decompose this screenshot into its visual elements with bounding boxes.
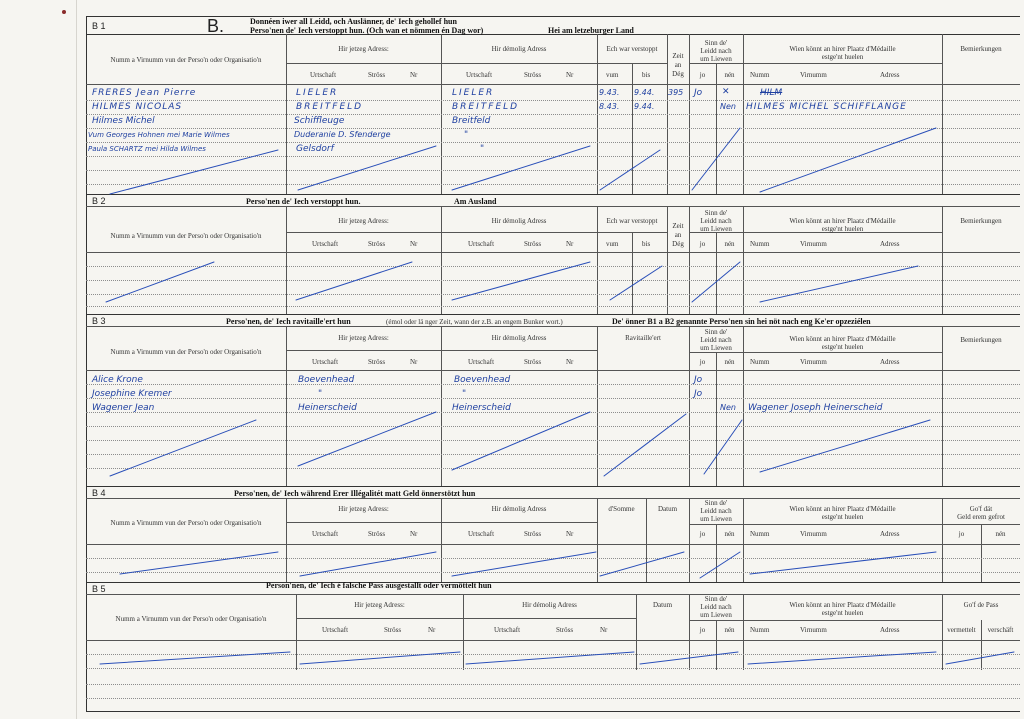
b3-nen-header: nén — [724, 358, 735, 366]
b3-entry-current-1: Boevenhead — [298, 375, 355, 385]
b4-medal-header-1: Wien könnt an hirer Plaatz d'Médaille — [789, 505, 896, 513]
b4-adress-header: Adress — [880, 530, 900, 538]
b1-entry-former-1: LIELER — [452, 88, 495, 98]
b1-nen-header: nén — [724, 71, 735, 79]
b2-stross-header: Ströss — [368, 240, 386, 248]
b3-alive-header-2: Leidd nach — [700, 336, 732, 344]
b2-vum-header: vum — [606, 240, 619, 248]
b5-vermettelt-header: vermettelt — [947, 626, 976, 634]
b5-former-ortschaft-header: Urtschaft — [494, 626, 521, 634]
b2-hidden-header: Ech war verstoppt — [606, 217, 658, 225]
b3-numm-header: Numm — [750, 358, 770, 366]
strike-b1-current — [298, 146, 436, 190]
b3-medal-header-1: Wien könnt an hirer Plaatz d'Médaille — [789, 335, 896, 343]
strike-b4-former — [452, 552, 596, 576]
section-letter: B. — [207, 16, 225, 36]
b1-entry-current-5: Gelsdorf — [296, 144, 334, 154]
b2-former-address-header: Hir démolig Adress — [491, 217, 547, 225]
b3-stross-header: Ströss — [368, 358, 386, 366]
b1-adress-header: Adress — [880, 71, 900, 79]
b1-entry-to-1: 9.44. — [634, 88, 655, 97]
b1-entry-to-2: 9.44. — [634, 102, 655, 111]
b5-former-stross-header: Ströss — [556, 626, 574, 634]
b3-nr-header: Nr — [410, 358, 418, 366]
b3-name-header: Numm a Virnumm vun der Perso'n oder Organisatio'n — [110, 348, 262, 356]
b1-alive-header-2: Leidd nach — [700, 47, 732, 55]
b1-entry-former-5: " — [480, 144, 485, 154]
section-b4-id: B 4 — [92, 488, 106, 498]
b1-name-header: Numm a Virnumm vun der Perso'n oder Organisatio'n — [110, 56, 262, 64]
b1-nr-header: Nr — [410, 71, 418, 79]
section-b5-id: B 5 — [92, 584, 106, 594]
strike-b5-alive — [640, 652, 738, 664]
strike-b4-medal — [750, 552, 936, 574]
strike-b2-former — [452, 262, 590, 300]
b4-datum-header: Datum — [657, 505, 678, 513]
b4-alive-header-3: um Liewen — [700, 515, 732, 523]
b1-deg-header: Dég — [672, 70, 684, 78]
b1-former-nr-header: Nr — [566, 71, 574, 79]
strike-b5-medal — [748, 652, 936, 664]
b4-money-header-1: Go'f dät — [969, 505, 993, 513]
b1-entry-days-1: 395 — [668, 88, 684, 97]
b1-entry-current-2: BREITFELD — [296, 102, 364, 112]
b5-alive-header-2: Leidd nach — [700, 603, 732, 611]
strike-b5-current — [300, 652, 460, 664]
b3-jo-header: jo — [699, 358, 706, 366]
b3-former-stross-header: Ströss — [524, 358, 542, 366]
b4-stross-header: Ströss — [368, 530, 386, 538]
b3-current-address-header: Hir jetzeg Adress: — [338, 334, 389, 342]
b3-entry-former-1: Boevenhead — [454, 375, 511, 385]
b2-zeit-header: Zeit — [672, 222, 684, 230]
b5-former-nr-header: Nr — [600, 626, 608, 634]
b2-alive-header-1: Sinn de' — [704, 209, 728, 217]
b5-medal-header-2: estge'nt huelen — [821, 609, 864, 617]
strike-b4-sum — [600, 552, 684, 576]
b3-former-nr-header: Nr — [566, 358, 574, 366]
strike-b1-former — [452, 146, 590, 190]
b1-entry-nen-2: Nen — [720, 102, 736, 111]
b2-alive-header-3: um Liewen — [700, 225, 732, 233]
section-b3-note: (émol oder lä nger Zeit, wann der z.B. an engem Bunker wort.) — [386, 318, 563, 326]
b1-entry-from-1: 9.43. — [599, 88, 620, 97]
b4-alive-header-1: Sinn de' — [704, 499, 728, 507]
section-b2-title: Perso'nen de' Iech verstoppt hun. — [246, 197, 361, 206]
b1-former-address-header: Hir démolig Adress — [491, 45, 547, 53]
b3-alive-header-3: um Liewen — [700, 344, 732, 352]
b1-entry-from-2: 8.43. — [599, 102, 620, 111]
strike-b3-current — [298, 412, 436, 466]
b1-entry-former-2: BREITFELD — [452, 102, 520, 112]
b3-entry-current-3: Heinerscheid — [298, 403, 357, 413]
b1-entry-current-3: Schiffleuge — [294, 116, 345, 126]
b1-alive-header-1: Sinn de' — [704, 39, 728, 47]
strike-b1-alive — [692, 128, 740, 190]
section-b1-title-line2: Perso'nen de' Iech verstoppt hun. (Och wan et nömmen én Dag wor) — [250, 26, 484, 35]
b5-pass-header: Go'f de Pass — [963, 601, 999, 609]
b5-name-header: Numm a Virnumm vun der Perso'n oder Organisatio'n — [115, 615, 267, 623]
b3-ravitailleert-header: Ravitaille'ert — [625, 334, 661, 342]
b1-vum-header: vum — [606, 71, 619, 79]
b5-ortschaft-header: Urtschaft — [322, 626, 349, 634]
b4-former-stross-header: Ströss — [524, 530, 542, 538]
b5-verschafft-header: verschäft — [987, 626, 1014, 634]
b3-ortschaft-header: Urtschaft — [312, 358, 339, 366]
b3-former-ortschaft-header: Urtschaft — [468, 358, 495, 366]
b4-numm-header: Numm — [750, 530, 770, 538]
section-b5-title: Person'nen, de' Iech é falsche Pass ausgestallt oder vermöttelt hun — [266, 581, 492, 590]
strike-b3-former — [452, 412, 590, 470]
b4-money-nen-header: nén — [995, 530, 1006, 538]
section-b1-region: Hei am letzeburger Land — [548, 26, 634, 35]
b2-alive-header-2: Leidd nach — [700, 217, 732, 225]
b3-remarks-header: Bemierkungen — [960, 336, 1002, 344]
b4-former-ortschaft-header: Urtschaft — [468, 530, 495, 538]
b1-entry-name-1: FRERES Jean Pierre — [92, 88, 197, 98]
b3-entry-name-3: Wagener Jean — [92, 403, 155, 413]
b5-former-address-header: Hir démolig Adress — [522, 601, 577, 609]
b1-zeit-header: Zeit — [672, 52, 684, 60]
strike-b2-medal — [760, 266, 918, 302]
b5-medal-header-1: Wien könnt an hirer Plaatz d'Médaille — [789, 601, 896, 609]
b2-virnumm-header: Virnumm — [800, 240, 827, 248]
b1-medal-header-1: Wien könnt an hirer Plaatz d'Médaille — [789, 45, 896, 53]
strike-b1-hidden — [600, 150, 660, 190]
b3-entry-name-2: Josephine Kremer — [92, 389, 172, 399]
b4-medal-header-2: estge'nt huelen — [821, 513, 864, 521]
b3-adress-header: Adress — [880, 358, 900, 366]
b4-ortschaft-header: Urtschaft — [312, 530, 339, 538]
b1-entry-medal-2: HILMES MICHEL SCHIFFLANGE — [746, 102, 907, 112]
b1-entry-name-2: HILMES NICOLAS — [92, 102, 183, 112]
b3-entry-nen-3: Nen — [720, 403, 736, 412]
section-b1-id: B 1 — [92, 21, 106, 31]
strike-b3-alive — [704, 420, 742, 474]
b5-adress-header: Adress — [880, 626, 900, 634]
b1-numm-header: Numm — [750, 71, 770, 79]
b3-virnumm-header: Virnumm — [800, 358, 827, 366]
b2-adress-header: Adress — [880, 240, 900, 248]
b3-medal-header-2: estge'nt huelen — [821, 343, 864, 351]
strike-b5-pass — [946, 652, 1014, 664]
b1-entry-medal-1: HILM — [760, 88, 783, 98]
b3-former-address-header: Hir démolig Adress — [491, 334, 547, 342]
b5-nen-header: nén — [724, 626, 735, 634]
b1-virnumm-header: Virnumm — [800, 71, 827, 79]
b5-jo-header: jo — [699, 626, 706, 634]
strike-b5-former — [466, 652, 634, 664]
b2-name-header: Numm a Virnumm vun der Perso'n oder Organisatio'n — [110, 232, 262, 240]
strike-b4-current — [300, 552, 436, 576]
b1-remarks-header: Bemierkungen — [960, 45, 1002, 53]
b4-former-address-header: Hir démolig Adress — [491, 505, 547, 513]
b2-an-header: an — [674, 231, 682, 239]
b1-medal-header-2: estge'nt huelen — [821, 53, 864, 61]
strike-b2-alive — [692, 262, 740, 302]
b1-entry-current-1: LIELER — [296, 88, 339, 98]
section-b3-id: B 3 — [92, 316, 106, 326]
b1-entry-name-4: Vum Georges Hohnen mei Marie Wilmes — [88, 131, 230, 139]
b4-money-header-2: Geld erem gefrot — [957, 513, 1005, 521]
strike-b2-hidden — [610, 266, 662, 300]
b3-entry-jo-2: Jo — [694, 389, 703, 399]
b2-medal-header-1: Wien könnt an hirer Plaatz d'Médaille — [789, 217, 896, 225]
section-b1-title-line1: Donnéen iwer all Leidd, och Auslänner, de' Iech gehollef hun — [250, 17, 457, 26]
b1-entry-name-5: Paula SCHARTZ mei Hilda Wilmes — [88, 145, 206, 153]
b1-jo-header: jo — [699, 71, 706, 79]
b2-nen-header: nén — [724, 240, 735, 248]
b2-former-nr-header: Nr — [566, 240, 574, 248]
b1-current-address-header: Hir jetzeg Adress: — [338, 45, 389, 53]
b1-entry-jo-1: Jo — [694, 88, 703, 98]
b1-former-stross-header: Ströss — [524, 71, 542, 79]
section-b2-region: Am Ausland — [454, 197, 497, 206]
b5-nr-header: Nr — [428, 626, 436, 634]
b3-entry-jo-1: Jo — [694, 375, 703, 385]
section-b2-id: B 2 — [92, 196, 106, 206]
strike-b3-name — [110, 420, 256, 476]
b2-ortschaft-header: Urtschaft — [312, 240, 339, 248]
b2-medal-header-2: estge'nt huelen — [821, 225, 864, 233]
section-b4-title: Perso'nen, de' Iech während Erer Illégalitét matt Geld önnerstötzt hun — [234, 489, 476, 498]
b1-ortschaft-header: Urtschaft — [310, 71, 337, 79]
strike-b2-name — [106, 262, 214, 302]
b5-datum-header: Datum — [652, 601, 673, 609]
b1-an-header: an — [674, 61, 682, 69]
b1-entry-former-3: Breitfeld — [452, 116, 491, 126]
strike-b2-current — [296, 262, 412, 300]
b1-entry-name-3: Hilmes Michel — [92, 116, 155, 126]
b3-entry-former-2: " — [462, 389, 467, 399]
b5-numm-header: Numm — [750, 626, 770, 634]
strike-b1-medal — [760, 128, 936, 192]
b4-former-nr-header: Nr — [566, 530, 574, 538]
strike-b4-alive — [700, 552, 740, 578]
b1-alive-header-3: um Liewen — [700, 55, 732, 63]
b4-virnumm-header: Virnumm — [800, 530, 827, 538]
strike-b3-medal — [760, 420, 930, 472]
b5-virnumm-header: Virnumm — [800, 626, 827, 634]
b4-jo-header: jo — [699, 530, 706, 538]
b5-alive-header-1: Sinn de' — [704, 595, 728, 603]
b5-current-address-header: Hir jetzeg Adress: — [354, 601, 405, 609]
b1-stross-header: Ströss — [368, 71, 386, 79]
section-b3-title: Perso'nen, de' Iech ravitaille'ert hun — [226, 317, 351, 326]
b1-entry-nen-1: ✕ — [722, 87, 730, 97]
b2-numm-header: Numm — [750, 240, 770, 248]
b3-alive-header-1: Sinn de' — [704, 328, 728, 336]
strike-b1-name — [110, 150, 278, 194]
b4-dsomme-header: d'Somme — [608, 505, 635, 513]
strike-b4-name — [120, 552, 278, 574]
b1-hidden-header: Ech war verstoppt — [606, 45, 658, 53]
b2-remarks-header: Bemierkungen — [960, 217, 1002, 225]
b2-jo-header: jo — [699, 240, 706, 248]
b2-bis-header: bis — [642, 240, 651, 248]
b2-current-address-header: Hir jetzeg Adress: — [338, 217, 389, 225]
b5-alive-header-3: um Liewen — [700, 611, 732, 619]
b4-alive-header-2: Leidd nach — [700, 507, 732, 515]
b3-entry-current-2: " — [318, 389, 323, 399]
b1-entry-current-4: Duderanie D. Sfenderge — [294, 130, 391, 139]
b3-entry-medal-3: Wagener Joseph Heinerscheid — [748, 403, 883, 413]
b2-former-ortschaft-header: Urtschaft — [468, 240, 495, 248]
strike-b3-ravitaille — [604, 414, 686, 476]
b4-name-header: Numm a Virnumm vun der Perso'n oder Organisatio'n — [110, 519, 262, 527]
b1-entry-former-4: " — [464, 130, 469, 140]
b2-nr-header: Nr — [410, 240, 418, 248]
b4-current-address-header: Hir jetzeg Adress: — [338, 505, 389, 513]
b4-money-jo-header: jo — [958, 530, 965, 538]
b4-nen-header: nén — [724, 530, 735, 538]
b5-stross-header: Ströss — [384, 626, 402, 634]
strike-b5-name — [100, 652, 290, 664]
b2-deg-header: Dég — [672, 240, 684, 248]
b4-nr-header: Nr — [410, 530, 418, 538]
b3-entry-former-3: Heinerscheid — [452, 403, 511, 413]
b3-entry-name-1: Alice Krone — [92, 375, 143, 385]
b2-former-stross-header: Ströss — [524, 240, 542, 248]
b1-bis-header: bis — [642, 71, 651, 79]
b1-former-ortschaft-header: Urtschaft — [466, 71, 493, 79]
section-b3-right-note: De' önner B1 a B2 genannte Perso'nen sin hei nöt nach eng Ke'er opzeziélen — [612, 317, 871, 326]
